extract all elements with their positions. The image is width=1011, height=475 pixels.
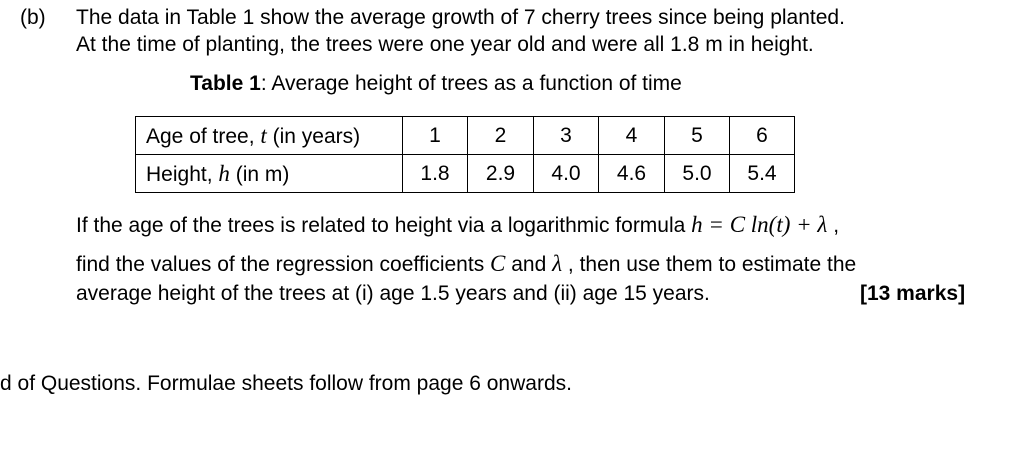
height-cell: 4.6	[599, 155, 665, 193]
row-header-height	[136, 155, 403, 193]
age-cell: 6	[730, 117, 795, 155]
table-row-height	[136, 155, 795, 193]
age-cell: 5	[665, 117, 730, 155]
height-cell: 5.4	[730, 155, 795, 193]
age-cell: 2	[468, 117, 534, 155]
task-line-2-and: and	[505, 253, 553, 276]
question-label: (b)	[20, 6, 46, 29]
coefficient-lambda: λ	[552, 251, 563, 276]
age-cell: 4	[599, 117, 665, 155]
task-line-1-punct: ,	[827, 214, 840, 237]
table-caption	[190, 72, 682, 96]
coefficient-c: C	[490, 251, 506, 276]
task-line-3: average height of the trees at (i) age 1.5 years and (ii) age 15 years.	[76, 282, 710, 305]
height-unit: (in m)	[229, 162, 290, 186]
task-line-1	[76, 213, 839, 238]
task-line-2-text: find the values of the regression coefficients	[76, 253, 491, 276]
age-unit: (in years)	[266, 124, 361, 148]
task-line-2	[76, 252, 856, 277]
table-row-age	[136, 117, 795, 155]
height-symbol: h	[218, 160, 230, 186]
age-symbol: t	[260, 122, 267, 148]
formula: h = C ln(t) + λ	[691, 212, 828, 237]
row-header-age	[136, 117, 403, 155]
height-cell: 4.0	[534, 155, 599, 193]
marks-label: [13 marks]	[860, 282, 966, 305]
table-caption-text: : Average height of trees as a function of time	[260, 72, 682, 95]
task-line-2-end: , then use them to estimate the	[562, 253, 857, 276]
footer-note: d of Questions. Formulae sheets follow from page 6 onwards.	[0, 372, 572, 395]
table-caption-number: Table 1	[190, 72, 261, 95]
age-label-text: Age of tree,	[146, 124, 261, 148]
question-intro-line-1: The data in Table 1 show the average growth of 7 cherry trees since being planted.	[76, 6, 845, 29]
height-cell: 1.8	[403, 155, 468, 193]
height-label-text: Height,	[146, 162, 219, 186]
data-table	[135, 116, 795, 193]
height-cell: 5.0	[665, 155, 730, 193]
task-line-1-text: If the age of the trees is related to height via a logarithmic formula	[76, 214, 692, 237]
age-cell: 1	[403, 117, 468, 155]
question-intro-line-2: At the time of planting, the trees were one year old and were all 1.8 m in height.	[76, 33, 814, 56]
age-cell: 3	[534, 117, 599, 155]
height-cell: 2.9	[468, 155, 534, 193]
